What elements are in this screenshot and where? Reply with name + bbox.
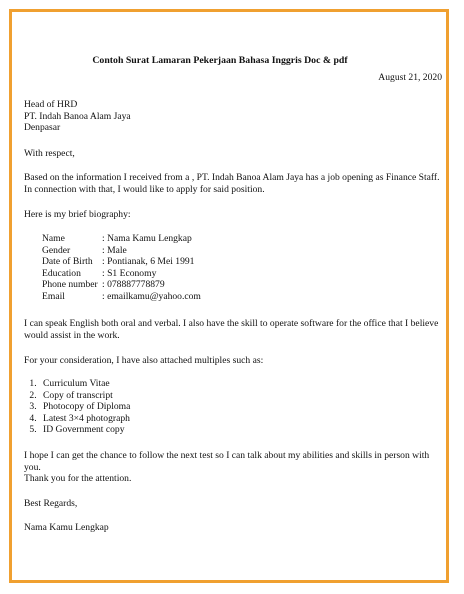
bio-row (42, 268, 462, 280)
bio-row (42, 233, 462, 245)
attachments-intro: For your consideration, I have also attached multiples such as: (24, 355, 264, 366)
salutation: With respect, (24, 148, 75, 159)
bio-value: : emailkamu@yahoo.com (102, 290, 201, 302)
bio-list (42, 233, 462, 302)
recipient-line: PT. Indah Banoa Alam Jaya (24, 110, 131, 122)
closing-paragraph (24, 450, 442, 485)
bio-value: : Pontianak, 6 Mei 1991 (102, 256, 195, 267)
bio-row (42, 256, 462, 268)
regards: Best Regards, (24, 498, 78, 509)
bio-label: Name (42, 233, 65, 244)
letter-title: Contoh Surat Lamaran Pekerjaan Bahasa Inggris Doc & pdf (92, 55, 348, 66)
bio-label: Education (42, 267, 81, 279)
bio-row (42, 291, 462, 303)
recipient-line: Head of HRD (24, 99, 78, 110)
bio-value: : S1 Economy (102, 267, 157, 279)
recipient-line: Denpasar (24, 122, 61, 133)
attachment-item: 3. Photocopy of Diploma (39, 401, 444, 413)
signature: Nama Kamu Lengkap (24, 522, 109, 533)
bio-label: Phone number (42, 279, 98, 290)
bio-label: Gender (42, 244, 71, 256)
closing-line: I hope I can get the chance to follow the next test so I can talk about my abilities and skills in person with you. (24, 450, 430, 473)
bio-value: : 078887778879 (102, 279, 165, 290)
attachment-item: 1. Curriculum Vitae (39, 378, 444, 390)
attachment-item: 4. Latest 3×4 photograph (39, 413, 444, 425)
bio-row (42, 245, 462, 257)
bio-intro: Here is my brief biography: (24, 209, 131, 220)
bio-label: Email (42, 290, 65, 302)
bio-value: : Male (102, 244, 127, 256)
attachment-item: 2. Copy of transcript (39, 390, 444, 402)
letter-date: August 21, 2020 (378, 72, 442, 83)
bio-value: : Nama Kamu Lengkap (102, 233, 192, 244)
closing-line: Thank you for the attention. (24, 473, 132, 484)
intro-paragraph: Based on the information I received from a , PT. Indah Banoa Alam Jaya has a job opening as Finance Staff. In connection with that, I would like to apply for said position. (24, 172, 440, 195)
attachment-item: 5. ID Government copy (39, 424, 444, 436)
bio-label: Date of Birth (42, 256, 93, 267)
recipient-block (24, 99, 444, 134)
attachments-list (24, 378, 444, 436)
skills-paragraph: I can speak English both oral and verbal. I also have the skill to operate software for the office that I believe would assist in the work. (24, 318, 439, 341)
bio-row (42, 279, 462, 291)
